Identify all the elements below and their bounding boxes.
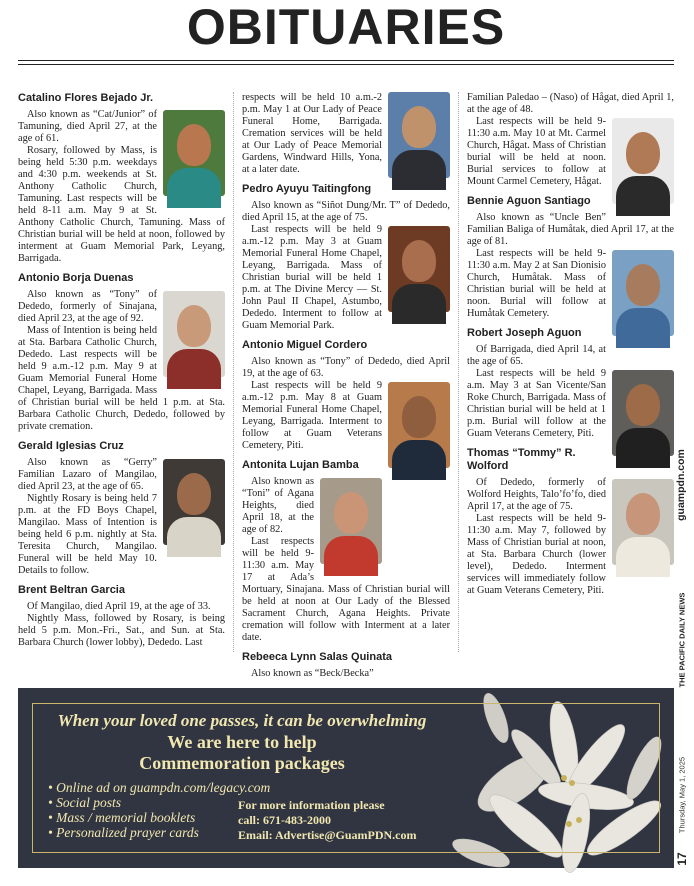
obit-text: Nightly Mass, followed by Rosary, is being held 5 p.m. Mon.-Fri., Sat., and Sun. at Sta. Barbara Church (lower lobby), Dededo. Last — [18, 613, 225, 648]
obit-photo-wolford — [612, 479, 674, 577]
obit-name: Bennie Aguon Santiago — [467, 195, 591, 207]
obit-text: Also known as “Siñot Dung/Mr. T” of Dededo, died April 15, at the age of 75. — [242, 200, 450, 223]
obit-photo-cordero — [388, 382, 450, 480]
obit-text: Last respects will be held 9 a.m.-12 p.m. May 3 at Guam Memorial Funeral Home Chapel, Leyang, Barrigada. Mass of Christian burial will be held 1 p.m. at The Divine Mercy — St. John Paul II Chapel, Astumbo, Dededo. Interment to follow at Guam Memorial Park. — [242, 224, 382, 331]
ad-headline: When your loved one passes, it can be overwhelming — [57, 711, 427, 730]
obit-photo-duenas — [163, 291, 225, 389]
obit-photo-cruz — [163, 459, 225, 557]
issue-date-text: Thursday, May 1, 2025 — [677, 756, 687, 834]
paper-name — [674, 580, 690, 700]
ad-bullet: • Mass / memorial booklets — [48, 810, 270, 825]
obit-photo-taitingfong — [388, 226, 450, 324]
obit-text: Also known as “Uncle Ben” Familian Baliga of Humåtak, died April 17, at the age of 81. — [467, 212, 674, 247]
obit-text: Last respects will be held 9 a.m.-12 p.m. May 8 at Guam Memorial Funeral Home Chapel, Leyang, Barrigada. Interment to follow at Guam Veterans Cemetery, Piti. — [242, 380, 382, 451]
paper-name-text: THE PACIFIC DAILY NEWS — [677, 592, 687, 688]
obit-text: Nightly Rosary is being held 7 p.m. at the FD Boys Chapel, Mangilao. Mass of Intention is being held 6 p.m. nightly at Sta. Teresita Church, Mangilao. Funeral will be held May 10. Details to follow. — [18, 493, 157, 576]
obit-photo-garcia — [388, 92, 450, 190]
ad-email: Email: Advertise@GuamPDN.com — [238, 828, 417, 842]
obit-text: Last respects will be held 9-11:30 a.m. May 2 at San Dionisio Church, Humåtak. Mass of Christian burial will be held at noon. Burial will follow at Humåtak Cemetery. — [467, 248, 606, 319]
title-rule-thin — [18, 64, 674, 65]
obit-photo-bamba — [320, 478, 382, 576]
obit-name: Brent Beltran Garcia — [18, 584, 125, 596]
ad-subheadline: We are here to help — [167, 732, 317, 752]
obit-name: Pedro Ayuyu Taitingfong — [242, 183, 372, 195]
column-1 — [18, 92, 225, 652]
obit-text: Last respects will be held 9-11:30 a.m. May 7, followed by Mass of Christian burial at noon, at Sta. Barbara Church (lower level), Dededo. Interment services will immediately follow at Guam Veterans Cemetery, Piti. — [467, 513, 606, 596]
obit-text: Familian Paledao – (Naso) of Hågat, died April 1, at the age of 48. — [467, 92, 674, 115]
obit-text: Last respects will be held 9-11:30 a.m. May 10 at Mt. Carmel Church, Hågat. Mass of Christian burial will be held at noon. Burial services to follow at Mount Carmel Cemetery, Hågat. — [467, 116, 606, 187]
obit-text: Also known as “Beck/Becka” — [251, 668, 374, 679]
obit-photo-quinata — [612, 118, 674, 216]
ad-bullet: • Online ad on guampdn.com/legacy.com — [48, 780, 270, 795]
site-url-text: guampdn.com — [675, 449, 687, 521]
obit-name: Rebeeca Lynn Salas Quinata — [242, 651, 392, 663]
issue-date — [674, 745, 690, 845]
obit-text: Last respects will be held 9-11:30 a.m. May 17 at Ada’s Mortuary, Sinajana. Mass of Christian burial will be held at noon at Our Lady of the Blessed Sacrament Church, Agana Heights. Private cremation will follow with Interment at a later date. — [242, 536, 450, 643]
obit-text: Last respects will be held 9 a.m. May 3 at San Vicente/San Roke Church, Barrigada. Mass of Christian burial will be held at 1 p.m. Burial will follow at the Guam Veterans Cemetery, Piti. — [467, 368, 606, 439]
obit-name: Antonita Lujan Bamba — [242, 459, 359, 471]
obit-name: Gerald Iglesias Cruz — [18, 440, 124, 452]
ad-bullet: • Social posts — [48, 795, 270, 810]
obit-text: Rosary, followed by Mass, is being held 5:30 p.m. weekdays and 4:30 p.m. weekends at St. Anthony Catholic Church, Tamuning. Last respects will be held 8-11 a.m. May 9 at St. Anthony Catholic Church, Tamuning. Mass of Christian burial will be held at noon, followed by interment at Guam Memorial Park, Leyang, Barrigada. — [18, 145, 225, 264]
obit-text: Of Dededo, formerly of Wolford Heights, Talo’fo’fo, died April 17, at the age of 75. — [467, 477, 606, 512]
obit-name: Antonio Miguel Cordero — [242, 339, 368, 351]
ad-contact-info — [238, 798, 416, 843]
obit-photo-aguon — [612, 370, 674, 468]
ad-phone: call: 671-483-2000 — [238, 813, 331, 827]
column-divider — [458, 92, 459, 652]
obit-text: Also known as “Gerry” Familian Lazaro of Mangilao, died April 23, at the age of 65. — [18, 457, 157, 492]
obit-text: Mass of Intention is being held at Sta. Barbara Catholic Church, Dededo. Last respects will be held 9 a.m.-12 p.m. May 9 at Guam Memorial Funeral Home Chapel, Leyang, Barrigada. Mass of Christian burial will be held 1 p.m. at Sta. Barbara Catholic Church, Dededo, followed by private cremation. — [18, 325, 225, 432]
obit-photo-santiago — [612, 250, 674, 348]
ad-bullet: • Personalized prayer cards — [48, 825, 270, 840]
column-2 — [242, 92, 450, 679]
obit-text: Also known as “Cat/Junior” of Tamuning, died April 27, at the age of 61. — [18, 109, 157, 144]
column-divider — [233, 92, 234, 652]
obit-name: Robert Joseph Aguon — [467, 327, 582, 339]
ad-packages-title: Commemoration packages — [139, 753, 345, 773]
obit-name: Thomas “Tommy” R. Wolford — [467, 447, 576, 472]
obit-text: Also known as “Tony” of Dededo, formerly of Sinajana, died April 23, at the age of 92. — [18, 289, 157, 324]
title-rule — [18, 60, 674, 61]
column-3 — [467, 92, 674, 652]
page-number — [674, 848, 690, 870]
page-title: OBITUARIES — [186, 0, 506, 55]
obit-text: Also known as “Tony” of Dededo, died April 19, at the age of 63. — [242, 356, 450, 379]
obit-text: Of Mangilao, died April 19, at the age of 33. — [27, 601, 211, 612]
obit-text: Also known as “Toni” of Agana Heights, died April 18, at the age of 82. — [242, 476, 314, 535]
obit-name: Catalino Flores Bejado Jr. — [18, 92, 154, 104]
ad-bullet-list — [48, 780, 270, 840]
page-number-text: 17 — [675, 852, 689, 866]
obit-photo-bejado — [163, 110, 225, 208]
site-url — [668, 440, 694, 530]
ad-info-line: For more information please — [238, 798, 385, 812]
obit-text: Of Barrigada, died April 14, at the age of 65. — [467, 344, 606, 367]
obit-text: respects will be held 10 a.m.-2 p.m. May 1 at Our Lady of Peace Funeral Home, Barrigada. Cremation services will be held at Our Lady of Peace Memorial Gardens, Windward Hills, Yona, at a later date. — [242, 92, 382, 175]
obit-name: Antonio Borja Duenas — [18, 272, 134, 284]
commemoration-ad — [18, 688, 674, 868]
